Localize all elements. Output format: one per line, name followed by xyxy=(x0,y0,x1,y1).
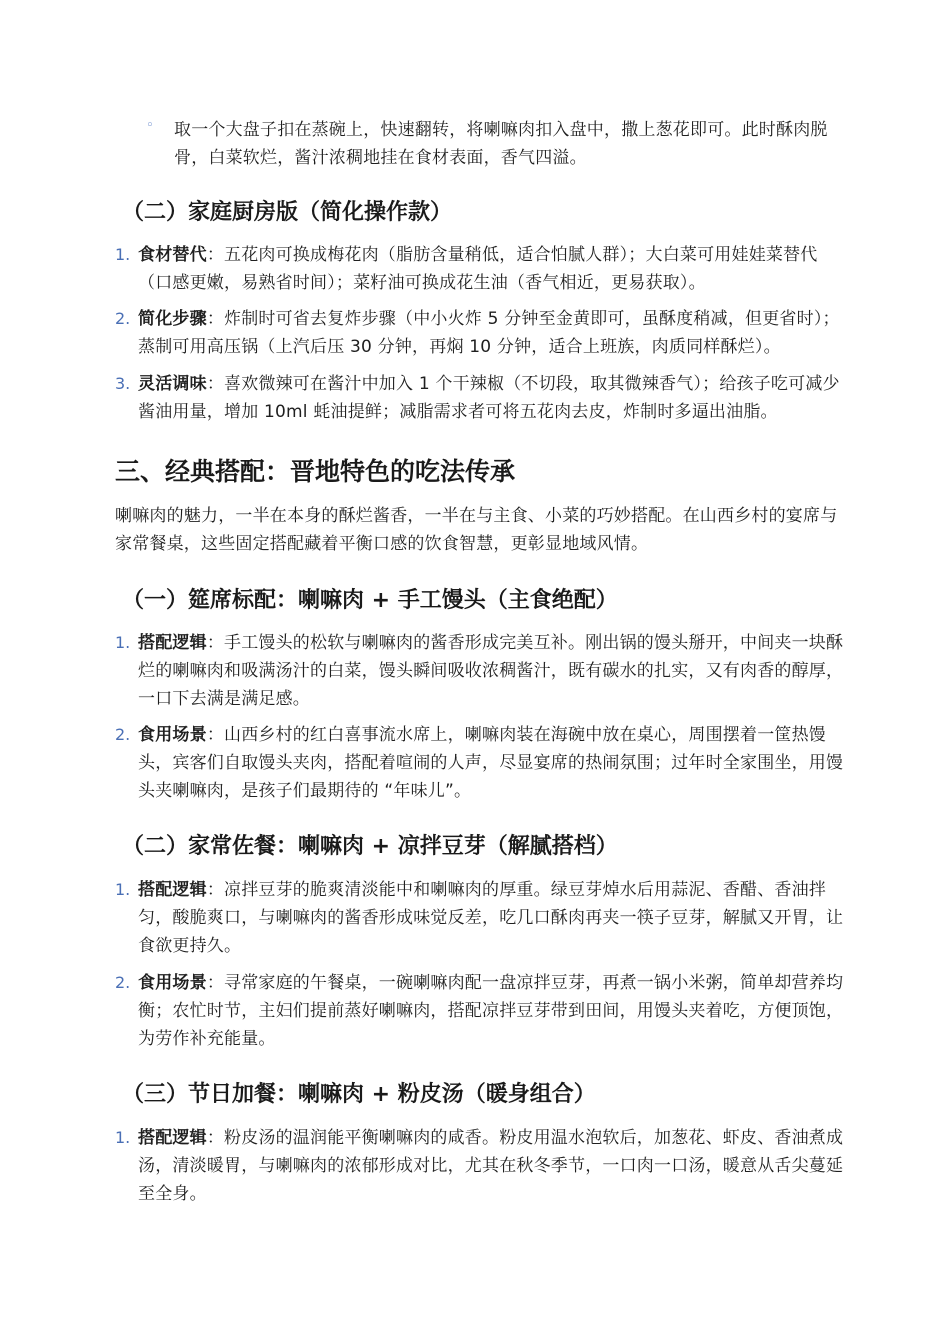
hollow-bullet-icon: ◦ xyxy=(146,118,154,133)
list-number: 1. xyxy=(115,880,131,899)
list-item-term: 食用场景 xyxy=(138,725,207,745)
list-number: 1. xyxy=(115,633,131,652)
list-item-term: 灵活调味 xyxy=(138,374,207,394)
list-item xyxy=(115,1124,845,1208)
list-number: 2. xyxy=(115,973,131,992)
list-number: 1. xyxy=(115,245,131,264)
list-item-body: ：喜欢微辣可在酱汁中加入 1 个干辣椒（不切段，取其微辣香气）；给孩子吃可减少酱油用量，增加 10ml 蚝油提鲜；减脂需求者可将五花肉去皮，炸制时多逼出油脂。 xyxy=(138,374,840,422)
list-item-term: 食材替代 xyxy=(138,245,207,265)
intro-paragraph: 喇嘛肉的魅力，一半在本身的酥烂酱香，一半在与主食、小菜的巧妙搭配。在山西乡村的宴席与家常餐桌，这些固定搭配藏着平衡口感的饮食智慧，更彰显地域风情。 xyxy=(115,506,838,554)
list-number: 3. xyxy=(115,374,131,393)
list-item-term: 搭配逻辑 xyxy=(138,880,207,900)
list-item-text xyxy=(138,969,845,1053)
list-item xyxy=(115,629,845,713)
list-number: 2. xyxy=(115,309,131,328)
list-item xyxy=(115,969,845,1053)
list-item-text xyxy=(138,876,845,960)
list-item xyxy=(115,305,845,361)
section-heading: （三）节日加餐：喇嘛肉 + 粉皮汤（暖身组合） xyxy=(122,1082,596,1107)
list-item-term: 搭配逻辑 xyxy=(138,1128,207,1148)
list-item-body: ：粉皮汤的温润能平衡喇嘛肉的咸香。粉皮用温水泡软后，加葱花、虾皮、香油煮成汤，清淡暖胃，与喇嘛肉的浓郁形成对比，尤其在秋冬季节，一口肉一口汤，暖意从舌尖蔓延至全身。 xyxy=(138,1128,844,1204)
section-heading: （一）筵席标配：喇嘛肉 + 手工馒头（主食绝配） xyxy=(122,588,618,613)
list-item xyxy=(115,876,845,960)
list-item-text: 取一个大盘子扣在蒸碗上，快速翻转，将喇嘛肉扣入盘中，撒上葱花即可。此时酥肉脱骨，白菜软烂，酱汁浓稠地挂在食材表面，香气四溢。 xyxy=(174,120,828,168)
list-number: 1. xyxy=(115,1128,131,1147)
list-item-text xyxy=(138,721,845,805)
list-item-term: 食用场景 xyxy=(138,973,207,993)
list-item xyxy=(115,241,845,297)
section-heading: （二）家庭厨房版（简化操作款） xyxy=(122,200,453,225)
list-item-term: 搭配逻辑 xyxy=(138,633,207,653)
list-item-text xyxy=(138,241,845,297)
list-item-term: 简化步骤 xyxy=(138,309,207,329)
list-item-text xyxy=(138,305,845,361)
list-item xyxy=(115,721,845,805)
list-item xyxy=(115,370,845,426)
list-item xyxy=(146,116,836,172)
list-item-body: ：炸制时可省去复炸步骤（中小火炸 5 分钟至金黄即可，虽酥度稍减，但更省时）；蒸制可用高压锅（上汽后压 30 分钟，再焖 10 分钟，适合上班族，肉质同样酥烂）。 xyxy=(138,309,840,357)
list-item-text xyxy=(138,370,845,426)
section-heading: （二）家常佐餐：喇嘛肉 + 凉拌豆芽（解腻搭档） xyxy=(122,834,618,859)
chapter-heading: 三、经典搭配：晋地特色的吃法传承 xyxy=(115,457,516,486)
list-item-text xyxy=(138,1124,845,1208)
list-item-text xyxy=(138,629,845,713)
list-item-body: ：凉拌豆芽的脆爽清淡能中和喇嘛肉的厚重。绿豆芽焯水后用蒜泥、香醋、香油拌匀，酸脆爽口，与喇嘛肉的酱香形成味觉反差，吃几口酥肉再夹一筷子豆芽，解腻又开胃，让食欲更持久。 xyxy=(138,880,844,956)
list-item-body: ：寻常家庭的午餐桌，一碗喇嘛肉配一盘凉拌豆芽，再煮一锅小米粥，简单却营养均衡；农忙时节，主妇们提前蒸好喇嘛肉，搭配凉拌豆芽带到田间，用馒头夹着吃，方便顶饱，为劳作补充能量。 xyxy=(138,973,844,1049)
list-item-body: ：手工馒头的松软与喇嘛肉的酱香形成完美互补。刚出锅的馒头掰开，中间夹一块酥烂的喇嘛肉和吸满汤汁的白菜，馒头瞬间吸收浓稠酱汁，既有碳水的扎实，又有肉香的醇厚，一口下去满是满足感。 xyxy=(138,633,844,709)
list-number: 2. xyxy=(115,725,131,744)
list-item-body: ：山西乡村的红白喜事流水席上，喇嘛肉装在海碗中放在桌心，周围摆着一筐热馒头，宾客们自取馒头夹肉，搭配着喧闹的人声，尽显宴席的热闹氛围；过年时全家围坐，用馒头夹喇嘛肉，是孩子们最期待的 “年味儿”。 xyxy=(138,725,844,801)
list-item-body: ：五花肉可换成梅花肉（脂肪含量稍低，适合怕腻人群）；大白菜可用娃娃菜替代（口感更嫩，易熟省时间）；菜籽油可换成花生油（香气相近，更易获取）。 xyxy=(138,245,818,293)
